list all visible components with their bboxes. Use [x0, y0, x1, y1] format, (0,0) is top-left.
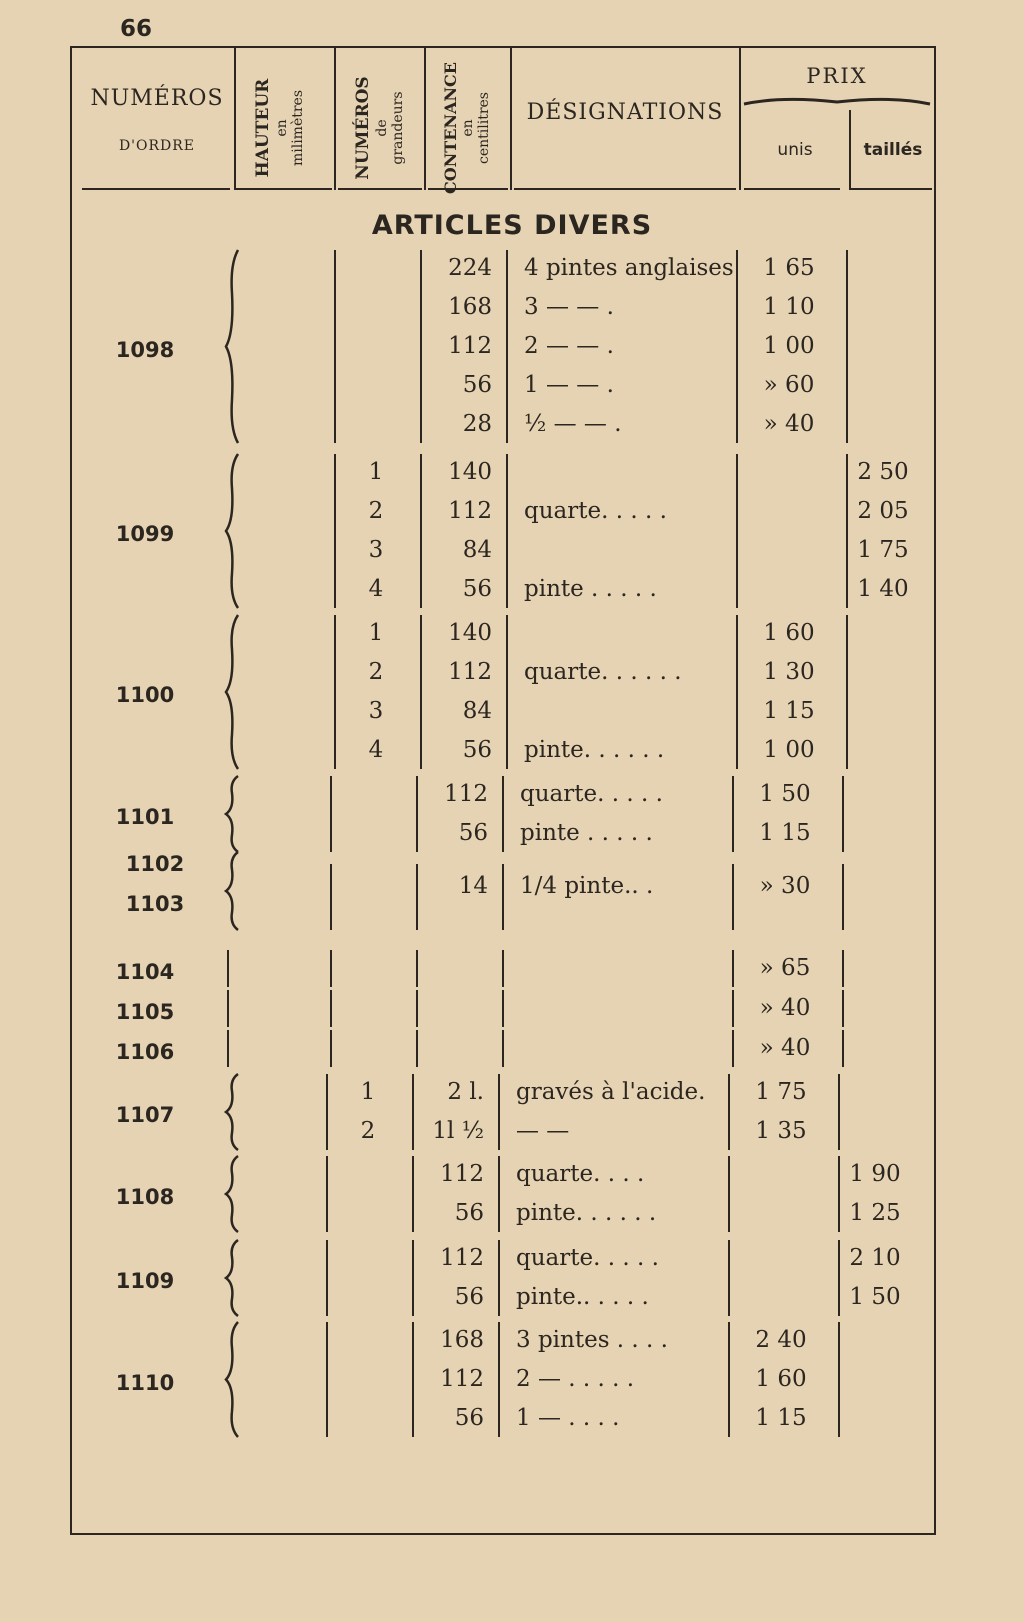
column-rule [326, 1240, 328, 1316]
price-unis: » 60 [763, 372, 815, 398]
order-number: 1098 [115, 337, 175, 362]
designation-text: 1 — . . . . [516, 1405, 620, 1431]
contenance-value: 168 [440, 1327, 484, 1353]
column-rule-unis [846, 250, 848, 443]
price-tailles: 2 50 [857, 459, 909, 485]
size-number: 2 [360, 1118, 376, 1144]
designation-text: 3 — — . [524, 294, 614, 320]
designation-text: ½ — — . [524, 411, 622, 437]
group-brace [224, 852, 248, 930]
size-number: 4 [368, 737, 384, 763]
order-number: 1102 [125, 852, 185, 876]
column-rule [420, 615, 422, 769]
header-rule [744, 188, 840, 190]
group-brace [224, 1240, 248, 1316]
column-rule [502, 776, 504, 852]
designation-text: pinte. . . . . . [524, 737, 665, 763]
header-unis: unis [777, 140, 813, 160]
column-rule [416, 950, 418, 987]
designation-text: pinte . . . . . [524, 576, 657, 602]
size-number: 1 [368, 459, 384, 485]
contenance-value: 112 [444, 781, 488, 807]
column-rule [326, 1074, 328, 1150]
column-rule [330, 990, 332, 1027]
column-rule [330, 950, 332, 987]
order-number: 1110 [115, 1370, 175, 1395]
contenance-value: 1l ½ [432, 1118, 484, 1144]
column-rule [506, 250, 508, 443]
column-rule-unis [838, 1322, 840, 1437]
contenance-value: 56 [454, 1284, 484, 1310]
price-unis: 1 15 [755, 1405, 807, 1431]
contenance-value: 112 [440, 1366, 484, 1392]
contenance-value: 112 [448, 333, 492, 359]
contenance-value: 112 [440, 1245, 484, 1271]
order-number: 1106 [115, 1039, 175, 1064]
price-unis: 1 10 [763, 294, 815, 320]
header-divider [849, 110, 851, 190]
group-bar [227, 1030, 229, 1067]
contenance-value: 168 [448, 294, 492, 320]
price-unis: » 40 [759, 995, 811, 1021]
order-number: 1109 [115, 1269, 175, 1293]
column-rule-unis [842, 864, 844, 930]
header-rule [850, 188, 932, 190]
designation-text: quarte. . . . . [516, 1245, 659, 1271]
page-number: 66 [120, 16, 153, 42]
column-rule-unis [842, 1030, 844, 1067]
prix-brace [742, 90, 932, 114]
designation-text: pinte. . . . . . [516, 1200, 657, 1226]
column-rule [732, 864, 734, 930]
group-brace [224, 1156, 248, 1232]
column-rule-unis [846, 615, 848, 769]
size-number: 2 [368, 498, 384, 524]
price-unis: 1 15 [763, 698, 815, 724]
price-unis: » 40 [763, 411, 815, 437]
group-brace [224, 776, 248, 852]
group-brace [224, 1074, 248, 1150]
price-tailles: 1 75 [857, 537, 909, 563]
order-number: 1100 [115, 683, 175, 707]
column-rule-unis [842, 950, 844, 987]
column-rule [330, 1030, 332, 1067]
contenance-value: 112 [448, 498, 492, 524]
column-rule [506, 615, 508, 769]
column-rule [416, 990, 418, 1027]
price-tailles: 1 50 [849, 1284, 901, 1310]
header-contenance: CONTENANCE en centilitres [441, 62, 493, 194]
price-unis: 1 15 [759, 820, 811, 846]
column-rule [412, 1156, 414, 1232]
contenance-value: 56 [462, 576, 492, 602]
designation-text: 4 pintes anglaises [524, 255, 734, 281]
column-rule [498, 1156, 500, 1232]
contenance-value: 28 [462, 411, 492, 437]
designation-text: quarte. . . . . [520, 781, 663, 807]
price-unis: 1 75 [755, 1079, 807, 1105]
column-rule-unis [842, 990, 844, 1027]
column-rule [498, 1074, 500, 1150]
price-tailles: 1 25 [849, 1200, 901, 1226]
column-rule [330, 776, 332, 852]
group-bar [227, 990, 229, 1027]
column-rule [728, 1322, 730, 1437]
price-unis: 1 60 [755, 1366, 807, 1392]
designation-text: quarte. . . . . . [524, 659, 682, 685]
designation-text: 1 — — . [524, 372, 614, 398]
column-rule [732, 990, 734, 1027]
column-rule [502, 864, 504, 930]
header-numeros-sub: D'ORDRE [118, 138, 196, 154]
size-number: 3 [368, 698, 384, 724]
column-rule [728, 1240, 730, 1316]
price-unis: » 65 [759, 955, 811, 981]
price-unis: 1 65 [763, 255, 815, 281]
header-rule [514, 188, 736, 190]
order-number: 1108 [115, 1185, 175, 1209]
order-number: 1104 [115, 959, 175, 984]
designation-text: — — [516, 1118, 570, 1144]
size-number: 1 [360, 1079, 376, 1105]
price-unis: 2 40 [755, 1327, 807, 1353]
group-brace [224, 1322, 248, 1437]
group-brace [224, 615, 248, 769]
group-brace [224, 250, 248, 443]
contenance-value: 140 [448, 459, 492, 485]
column-rule [334, 454, 336, 608]
column-rule [736, 250, 738, 443]
header-numeros: NUMÉROS [90, 86, 224, 111]
price-tailles: 2 10 [849, 1245, 901, 1271]
contenance-value: 2 l. [447, 1079, 484, 1105]
contenance-value: 14 [458, 873, 488, 899]
contenance-value: 56 [454, 1405, 484, 1431]
column-rule [732, 950, 734, 987]
header-rule [82, 188, 230, 190]
price-unis: 1 60 [763, 620, 815, 646]
column-rule [412, 1240, 414, 1316]
size-number: 2 [368, 659, 384, 685]
column-rule [420, 250, 422, 443]
column-rule [502, 950, 504, 987]
price-unis: » 40 [759, 1035, 811, 1061]
contenance-value: 84 [462, 537, 492, 563]
column-rule [416, 864, 418, 930]
price-tailles: 1 90 [849, 1161, 901, 1187]
price-unis: 1 50 [759, 781, 811, 807]
designation-text: quarte. . . . . [524, 498, 667, 524]
column-rule [736, 615, 738, 769]
order-number: 1103 [125, 892, 185, 916]
header-divider [739, 48, 741, 190]
price-unis: 1 35 [755, 1118, 807, 1144]
column-rule [728, 1156, 730, 1232]
designation-text: 2 — — . [524, 333, 614, 359]
designation-text: 3 pintes . . . . [516, 1327, 668, 1353]
contenance-value: 140 [448, 620, 492, 646]
contenance-value: 224 [448, 255, 492, 281]
header-designations: DÉSIGNATIONS [526, 100, 724, 125]
column-rule [326, 1156, 328, 1232]
header-divider [334, 48, 336, 190]
contenance-value: 84 [462, 698, 492, 724]
column-rule [732, 1030, 734, 1067]
price-unis: 1 00 [763, 737, 815, 763]
column-rule [736, 454, 738, 608]
column-rule [732, 776, 734, 852]
header-prix: PRIX [806, 64, 868, 88]
group-bar [227, 950, 229, 987]
designation-text: pinte.. . . . . [516, 1284, 649, 1310]
column-rule [334, 615, 336, 769]
column-rule [502, 1030, 504, 1067]
header-divider [424, 48, 426, 190]
column-rule [330, 864, 332, 930]
designation-text: gravés à l'acide. [516, 1079, 706, 1105]
designation-text: 2 — . . . . . [516, 1366, 635, 1392]
header-divider [510, 48, 512, 190]
contenance-value: 112 [440, 1161, 484, 1187]
designation-text: pinte . . . . . [520, 820, 653, 846]
column-rule [416, 1030, 418, 1067]
column-rule [498, 1240, 500, 1316]
column-rule [728, 1074, 730, 1150]
price-unis: 1 00 [763, 333, 815, 359]
order-number: 1105 [115, 999, 175, 1024]
header-grandeurs: NUMÉROS de grandeurs [353, 76, 406, 180]
column-rule-unis [842, 776, 844, 852]
column-rule [412, 1322, 414, 1437]
order-number: 1101 [115, 805, 175, 829]
designation-text: 1/4 pinte.. . [520, 873, 654, 899]
price-tailles: 1 40 [857, 576, 909, 602]
contenance-value: 56 [462, 737, 492, 763]
size-number: 1 [368, 620, 384, 646]
column-rule [498, 1322, 500, 1437]
contenance-value: 56 [462, 372, 492, 398]
size-number: 4 [368, 576, 384, 602]
price-tailles: 2 05 [857, 498, 909, 524]
column-rule [334, 250, 336, 443]
designation-text: quarte. . . . [516, 1161, 645, 1187]
column-rule [506, 454, 508, 608]
column-rule [416, 776, 418, 852]
contenance-value: 112 [448, 659, 492, 685]
column-rule [420, 454, 422, 608]
column-rule [502, 990, 504, 1027]
contenance-value: 56 [454, 1200, 484, 1226]
group-brace [224, 454, 248, 608]
column-rule-unis [838, 1074, 840, 1150]
price-unis: » 30 [759, 873, 811, 899]
order-number: 1107 [115, 1103, 175, 1127]
size-number: 3 [368, 537, 384, 563]
column-rule [412, 1074, 414, 1150]
price-unis: 1 30 [763, 659, 815, 685]
contenance-value: 56 [458, 820, 488, 846]
header-hauteur: HAUTEUR en milimètres [253, 78, 306, 178]
column-rule [326, 1322, 328, 1437]
header-tailles: taillés [863, 140, 923, 160]
header-divider [234, 48, 236, 190]
section-title: ARTICLES DIVERS [371, 210, 653, 241]
order-number: 1099 [115, 522, 175, 546]
